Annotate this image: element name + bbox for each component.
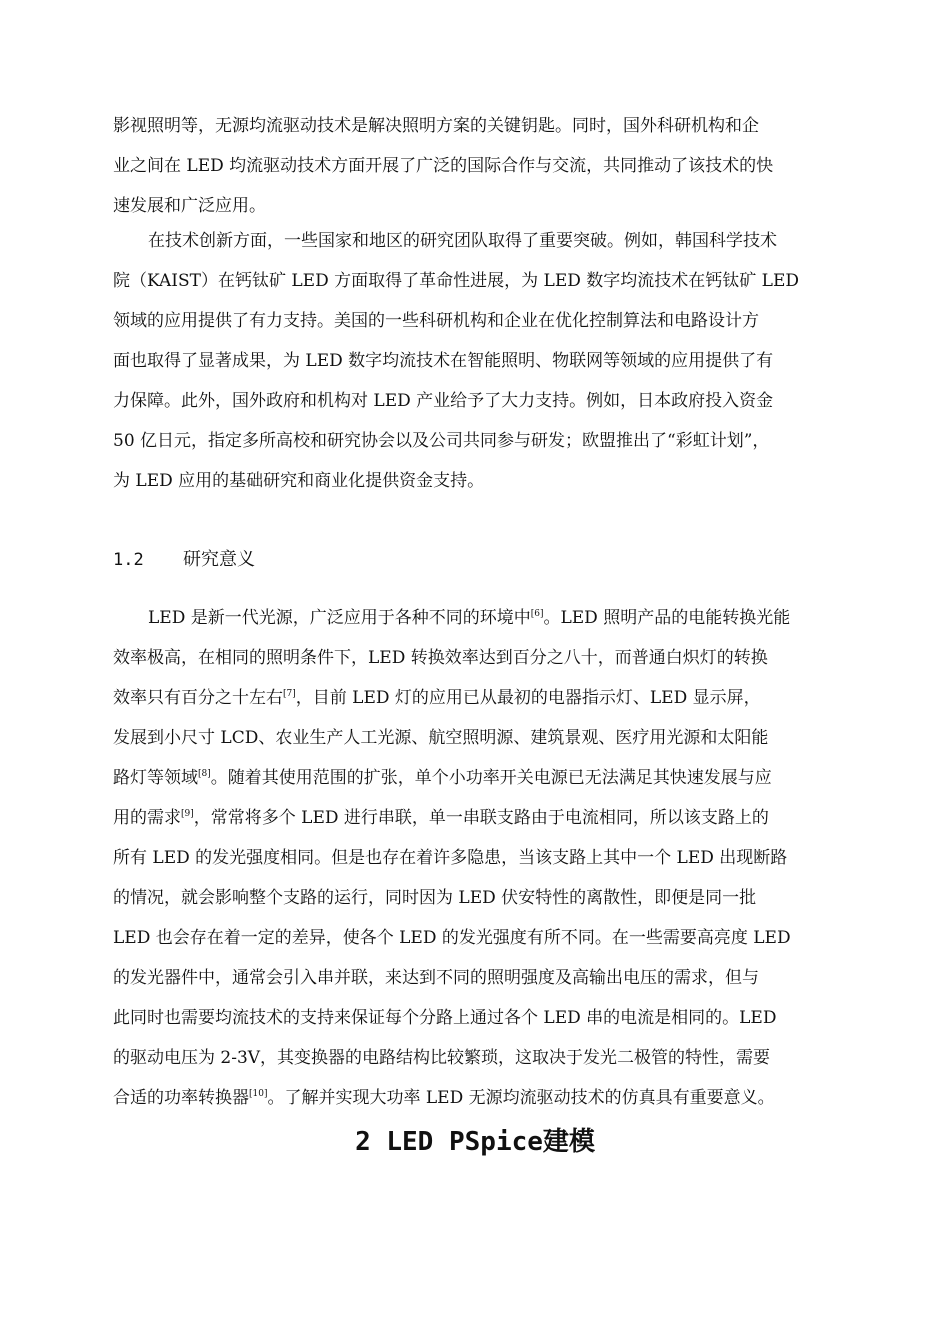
text-line: 力保障。此外，国外政府和机构对 LED 产业给予了大力支持。例如，日本政府投入资金	[113, 391, 774, 411]
text-line	[113, 758, 861, 798]
text-line	[113, 598, 861, 638]
text-line: 影视照明等，无源均流驱动技术是解决照明方案的关键钥匙。同时，国外科研机构和企	[113, 116, 759, 136]
section-number: 1.2	[113, 550, 144, 570]
text-line: 在技术创新方面，一些国家和地区的研究团队取得了重要突破。例如，韩国科学技术	[148, 231, 777, 251]
text-line: 领域的应用提供了有力支持。美国的一些科研机构和企业在优化控制算法和电路设计方	[113, 311, 759, 331]
paragraph-research-significance	[113, 598, 861, 1118]
text-run: LED 是新一代光源，广泛应用于各种不同的环境中	[148, 608, 531, 628]
citation-ref: [8]	[198, 769, 211, 779]
text-line: 面也取得了显著成果，为 LED 数字均流技术在智能照明、物联网等领域的应用提供了有	[113, 351, 774, 371]
text-line: 业之间在 LED 均流驱动技术方面开展了广泛的国际合作与交流，共同推动了该技术的快	[113, 156, 774, 176]
citation-ref: [7]	[283, 689, 296, 699]
text-line: 速发展和广泛应用。	[113, 196, 266, 216]
text-line: 效率极高，在相同的照明条件下，LED 转换效率达到百分之八十，而普通白炽灯的转换	[113, 648, 768, 668]
text-line: 所有 LED 的发光强度相同。但是也存在着许多隐患，当该支路上其中一个 LED 出现断路	[113, 848, 788, 868]
text-run: 。了解并实现大功率 LED 无源均流驱动技术的仿真具有重要意义。	[267, 1088, 775, 1108]
text-line: 为 LED 应用的基础研究和商业化提供资金支持。	[113, 471, 485, 491]
citation-ref: [9]	[181, 809, 194, 819]
text-line: 的发光器件中，通常会引入串并联，来达到不同的照明强度及高输出电压的需求，但与	[113, 968, 759, 988]
text-line	[113, 798, 861, 838]
text-run: 合适的功率转换器	[113, 1088, 249, 1108]
text-run: ，常常将多个 LED 进行串联，单一串联支路由于电流相同，所以该支路上的	[193, 808, 769, 828]
text-line: 院（KAIST）在钙钛矿 LED 方面取得了革命性进展，为 LED 数字均流技术在钙钛矿 LED	[113, 271, 799, 291]
text-line: 50 亿日元，指定多所高校和研究协会以及公司共同参与研发；欧盟推出了“彩虹计划”，	[113, 431, 770, 451]
text-run: 。随着其使用范围的扩张，单个小功率开关电源已无法满足其快速发展与应	[210, 768, 772, 788]
text-run: 。LED 照明产品的电能转换光能	[543, 608, 791, 628]
chapter-heading	[0, 1122, 950, 1162]
text-line: LED 也会存在着一定的差异，使各个 LED 的发光强度有所不同。在一些需要高亮度 LED	[113, 928, 791, 948]
section-heading	[113, 545, 255, 575]
chapter-title-en: LED PSpice	[386, 1127, 543, 1157]
text-run: 用的需求	[113, 808, 181, 828]
text-line: 此同时也需要均流技术的支持来保证每个分路上通过各个 LED 串的电流是相同的。LED	[113, 1008, 777, 1028]
text-line	[113, 678, 861, 718]
text-line: 的驱动电压为 2-3V，其变换器的电路结构比较繁琐，这取决于发光二极管的特性，需要	[113, 1048, 771, 1068]
chapter-title-cn: 建模	[542, 1127, 595, 1157]
text-run: 路灯等领域	[113, 768, 198, 788]
text-run: ，目前 LED 灯的应用已从最初的电器指示灯、LED 显示屏，	[295, 688, 761, 708]
section-title: 研究意义	[183, 549, 255, 570]
text-line: 的情况，就会影响整个支路的运行，同时因为 LED 伏安特性的离散性，即便是同一批	[113, 888, 757, 908]
text-run: 效率只有百分之十左右	[113, 688, 283, 708]
citation-ref: [6]	[530, 609, 544, 619]
citation-ref: [10]	[249, 1089, 268, 1099]
text-line	[113, 1078, 861, 1118]
paragraph-tech-innovation	[113, 221, 861, 501]
paragraph-continued	[113, 106, 861, 226]
chapter-number: 2	[355, 1127, 371, 1157]
text-line: 发展到小尺寸 LCD、农业生产人工光源、航空照明源、建筑景观、医疗用光源和太阳能	[113, 728, 769, 748]
